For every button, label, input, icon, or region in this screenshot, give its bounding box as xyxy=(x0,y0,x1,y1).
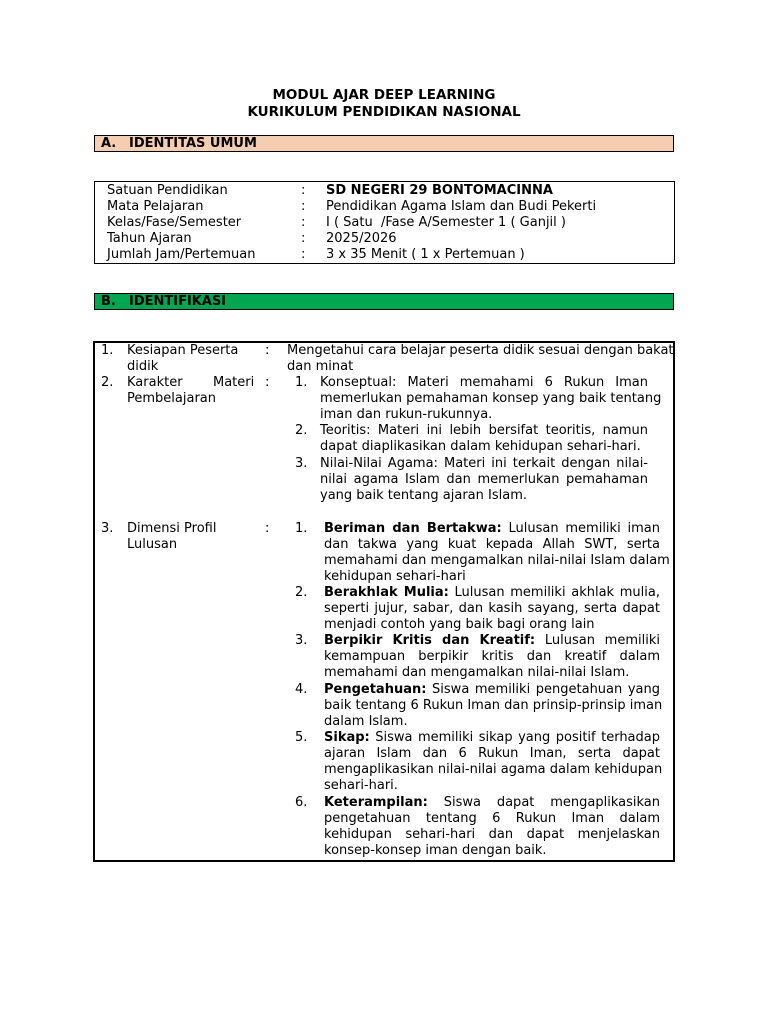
sub-text: Lulusan memiliki akhlak mulia, xyxy=(448,585,660,600)
item-label: didik xyxy=(127,359,159,374)
item-label: Pembelajaran xyxy=(127,391,216,406)
sub-heading: Keterampilan: xyxy=(324,795,428,810)
section-a-header xyxy=(94,135,674,152)
sub-heading: Sikap: xyxy=(324,730,370,745)
identitas-colon: : xyxy=(301,199,306,214)
sub-number: 3. xyxy=(295,633,308,648)
sub-number: 5. xyxy=(295,730,308,745)
identitas-value: 3 x 35 Menit ( 1 x Pertemuan ) xyxy=(326,247,525,262)
identitas-value: I ( Satu /Fase A/Semester 1 ( Ganjil ) xyxy=(326,215,566,230)
sub-text: iman dan rukun-rukunnya. xyxy=(320,407,493,422)
identitas-value: 2025/2026 xyxy=(326,231,397,246)
sub-text: memahami dan mengamalkan nilai-nilai Islam. xyxy=(324,665,630,680)
section-a-title: IDENTITAS UMUM xyxy=(129,136,257,151)
sub-text: kemampuan berpikir kritis dan kreatif dalam xyxy=(324,649,660,664)
sub-text: Lulusan memiliki iman xyxy=(501,521,660,536)
sub-text: kehidupan sehari-hari xyxy=(324,569,466,584)
sub-text: menjadi contoh yang baik bagi orang lain xyxy=(324,617,595,632)
sub-text: seperti jujur, sabar, dan kasih sayang, serta dapat xyxy=(324,601,660,616)
sub-text: dalam Islam. xyxy=(324,714,408,729)
section-b-title: IDENTIFIKASI xyxy=(129,294,227,309)
sub-number: 6. xyxy=(295,795,308,810)
item-text: Mengetahui cara belajar peserta didik sesuai dengan bakat xyxy=(287,343,674,358)
sub-text: memahami dan mengamalkan nilai-nilai Islam dalam xyxy=(324,553,670,568)
sub-text: ajaran Islam dan 6 Rukun Iman, serta dapat xyxy=(324,746,660,761)
item-number: 2. xyxy=(101,375,114,390)
sub-text: Lulusan memiliki xyxy=(535,633,660,648)
sub-text: konsep-konsep iman dengan baik. xyxy=(324,843,547,858)
identitas-colon: : xyxy=(301,231,306,246)
identitas-label: Satuan Pendidikan xyxy=(107,183,228,198)
identitas-label: Kelas/Fase/Semester xyxy=(107,215,242,230)
sub-number: 1. xyxy=(295,521,308,536)
sub-text: nilai agama Islam dan memerlukan pemahaman xyxy=(320,472,648,487)
sub-text: pengetahuan tentang 6 Rukun Iman dalam xyxy=(324,811,660,826)
sub-heading-line xyxy=(324,795,660,811)
sub-text: Teoritis: Materi ini lebih bersifat teoritis, namun xyxy=(320,423,648,438)
section-b-header xyxy=(94,293,674,310)
section-a-letter: A. xyxy=(101,136,117,151)
identitas-colon: : xyxy=(301,183,306,198)
identitas-colon: : xyxy=(301,247,306,262)
sub-text: Konseptual: Materi memahami 6 Rukun Iman xyxy=(320,375,648,390)
sub-text: Siswa memiliki sikap yang positif terhadap xyxy=(369,730,660,745)
sub-heading: Berpikir Kritis dan Kreatif: xyxy=(324,633,536,648)
document-subtitle: KURIKULUM PENDIDIKAN NASIONAL xyxy=(247,104,521,120)
sub-text: Nilai-Nilai Agama: Materi ini terkait dengan nilai- xyxy=(320,456,648,471)
item-label: Lulusan xyxy=(127,537,178,552)
item-label: Karakter xyxy=(127,375,183,390)
section-b-letter: B. xyxy=(101,294,116,309)
sub-text: Siswa memiliki pengetahuan yang xyxy=(426,682,660,697)
sub-text: baik tentang 6 Rukun Iman dan prinsip-prinsip iman xyxy=(324,698,663,713)
sub-text: Siswa dapat mengaplikasikan xyxy=(427,795,660,810)
item-number: 3. xyxy=(101,521,114,536)
sub-number: 2. xyxy=(295,423,308,438)
identitas-value: Pendidikan Agama Islam dan Budi Pekerti xyxy=(326,199,597,214)
item-label: Materi xyxy=(213,375,255,390)
sub-text: kehidupan sehari-hari dan dapat menjelaskan xyxy=(324,827,660,842)
document-title: MODUL AJAR DEEP LEARNING xyxy=(272,87,496,103)
sub-heading: Berakhlak Mulia: xyxy=(324,585,449,600)
sub-text: mengaplikasikan nilai-nilai agama dalam kehidupan xyxy=(324,762,663,777)
sub-number: 2. xyxy=(295,585,308,600)
sub-text: yang baik tentang ajaran Islam. xyxy=(320,488,528,503)
item-colon: : xyxy=(265,343,270,358)
identitas-table xyxy=(94,181,675,264)
sub-text: memerlukan pemahaman konsep yang baik tentang xyxy=(320,391,662,406)
sub-number: 1. xyxy=(295,375,308,390)
sub-heading-line xyxy=(324,585,660,601)
sub-heading-line xyxy=(324,730,660,746)
item-label: Kesiapan Peserta xyxy=(127,343,239,358)
sub-heading-line xyxy=(324,682,660,698)
item-colon: : xyxy=(265,521,270,536)
identitas-label: Tahun Ajaran xyxy=(107,231,192,246)
identitas-label: Mata Pelajaran xyxy=(107,199,204,214)
item-colon: : xyxy=(265,375,270,390)
sub-heading-line xyxy=(324,521,660,537)
sub-heading: Beriman dan Bertakwa: xyxy=(324,521,502,536)
sub-heading: Pengetahuan: xyxy=(324,682,427,697)
sub-text: dan takwa yang kuat kepada Allah SWT, serta xyxy=(324,537,660,552)
item-number: 1. xyxy=(101,343,114,358)
sub-heading-line xyxy=(324,633,660,649)
identitas-colon: : xyxy=(301,215,306,230)
sub-text: sehari-hari. xyxy=(324,778,398,793)
identitas-value: SD NEGERI 29 BONTOMACINNA xyxy=(326,183,553,198)
identitas-label: Jumlah Jam/Pertemuan xyxy=(107,247,256,262)
item-text: dan minat xyxy=(287,359,354,374)
sub-number: 4. xyxy=(295,682,308,697)
item-label: Dimensi Profil xyxy=(127,521,217,536)
sub-number: 3. xyxy=(295,456,308,471)
sub-text: dapat diaplikasikan dalam kehidupan sehari-hari. xyxy=(320,439,641,454)
